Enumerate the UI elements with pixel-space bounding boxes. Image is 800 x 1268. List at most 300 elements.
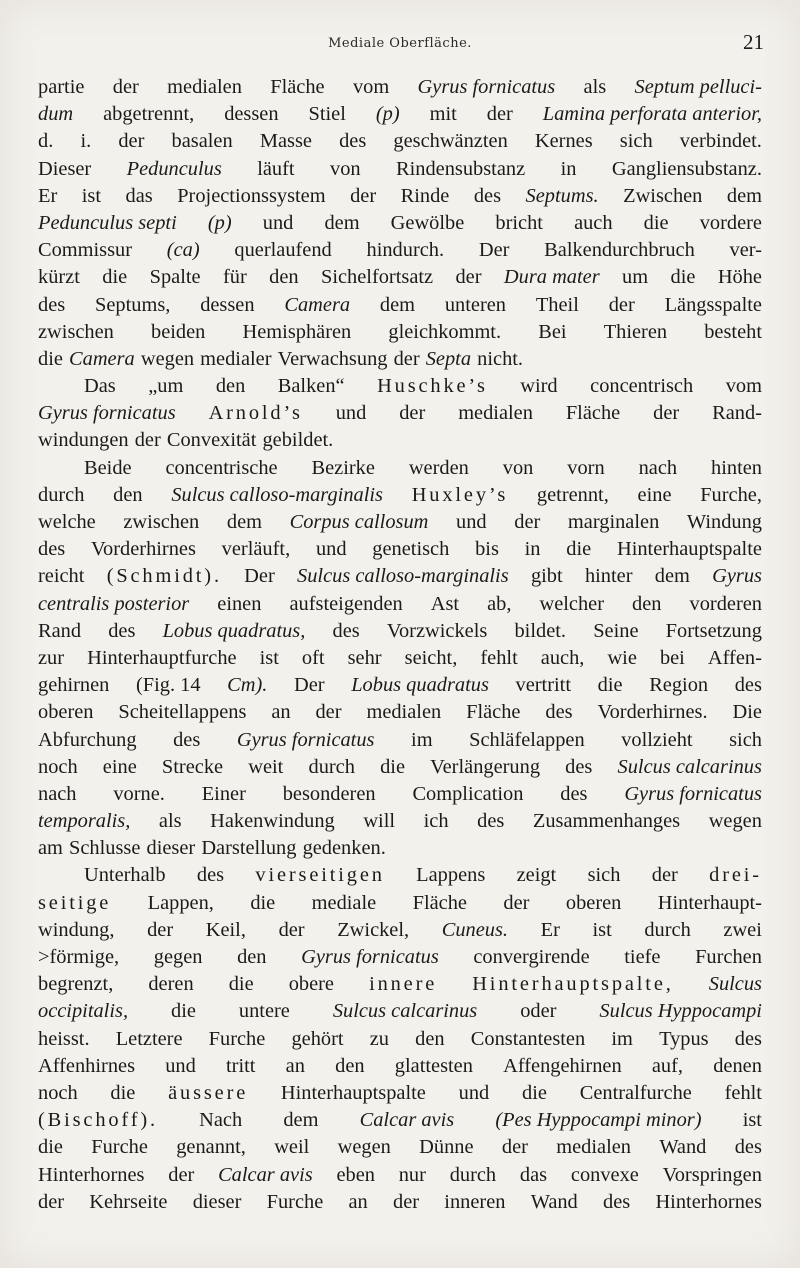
italic-term: Corpus callosum (289, 511, 429, 533)
word: zeigt (516, 864, 557, 887)
word: Projectionssystem (177, 184, 326, 207)
word: Rand- (712, 402, 762, 425)
word: durch (644, 918, 691, 941)
word: die (566, 538, 592, 561)
word: bei (659, 646, 685, 669)
word: >förmige, (38, 946, 120, 968)
word: den (335, 1054, 365, 1077)
word: hinter (584, 565, 633, 588)
word: hinten (711, 456, 762, 479)
spaced-name: Arnold’s (208, 402, 303, 425)
text-line (38, 1107, 762, 1134)
word: Kehrseite (89, 1190, 168, 1213)
word: verbindet. (679, 130, 762, 153)
word: (Fig. 14 (135, 674, 201, 697)
word: der (134, 429, 161, 452)
word: den (113, 483, 143, 506)
word: des (332, 619, 360, 642)
italic-term: Gyrus fornicatus (417, 76, 556, 98)
word: Septums, (95, 293, 171, 316)
word: reicht (38, 565, 85, 588)
word: Balken“ (277, 375, 345, 398)
word: Hinterhaupt- (657, 891, 762, 914)
word: als (583, 76, 607, 98)
word: des (603, 1190, 631, 1213)
word: Masse (259, 130, 312, 153)
word: zur (38, 646, 65, 669)
word: seicht, (404, 646, 458, 669)
italic-term: centralis posterior (38, 592, 190, 615)
text-line (38, 727, 762, 754)
word: Furche (208, 1027, 266, 1050)
text-line (38, 482, 762, 509)
word: gehört (291, 1027, 344, 1050)
word: an (348, 1190, 368, 1213)
word: will (363, 810, 396, 833)
word: Längsspalte (664, 293, 762, 316)
word: „um (148, 375, 184, 398)
word: der (315, 701, 342, 724)
word: und (456, 511, 487, 533)
text-line (38, 346, 762, 373)
word: der (38, 1190, 65, 1213)
italic-term: Lobus quadratus, (162, 619, 306, 642)
word: Bei (538, 320, 567, 343)
word: Affenhirnes (38, 1054, 136, 1077)
spaced-name: vierseitigen (255, 864, 385, 887)
word: Schläfelappen (469, 728, 585, 751)
word: des (734, 1136, 762, 1159)
word: verläuft, (221, 538, 291, 561)
text-line (38, 74, 762, 101)
spaced-name: innere (369, 973, 438, 996)
word: medialen (366, 701, 442, 724)
word: des (734, 1027, 762, 1050)
word: das (519, 1163, 548, 1186)
word: medialer (200, 347, 272, 370)
word: geschwänzten (393, 130, 508, 153)
word: Convexität (166, 429, 257, 452)
word: des (339, 130, 367, 153)
italic-term: Lobus quadratus (351, 674, 489, 697)
word: tiefe (624, 946, 661, 968)
text-line (38, 781, 762, 808)
spaced-name: (Bischoff). (38, 1109, 158, 1132)
spaced-name: Huxley’s (411, 483, 509, 506)
word: im (611, 1027, 633, 1050)
word: i. (80, 130, 92, 153)
word: der (651, 864, 678, 887)
word: den (237, 946, 267, 968)
text-line (38, 210, 762, 237)
word: Furche (91, 1136, 148, 1159)
word: gebildet. (262, 429, 334, 452)
word: vollzieht (621, 728, 693, 751)
word: wegen (140, 347, 195, 370)
word: oberen (565, 891, 622, 914)
word: die (171, 1000, 196, 1023)
word: wegen (708, 810, 762, 833)
word: querlaufend (234, 239, 332, 262)
word: der (278, 918, 305, 941)
text-line (38, 645, 762, 672)
text-line (38, 971, 762, 998)
word: des (734, 674, 762, 697)
word: den (632, 592, 662, 615)
word: als (158, 810, 182, 833)
italic-term: Sulcus calloso-marginalis (171, 483, 383, 506)
word: die (102, 266, 128, 289)
word: denen (713, 1054, 762, 1077)
italic-term: Gyrus fornicatus (301, 946, 439, 968)
italic-term: Gyrus fornicatus (236, 728, 375, 751)
text-line (38, 101, 762, 128)
word: Der (478, 239, 510, 262)
text-line (38, 890, 762, 917)
italic-term: Gyrus fornicatus (624, 782, 762, 805)
word: Vorspringen (662, 1163, 762, 1186)
word: der (455, 266, 482, 289)
word: fehlt (724, 1081, 762, 1104)
word: inneren (444, 1190, 506, 1213)
word: unteren (444, 293, 507, 316)
word: besonderen (282, 782, 376, 805)
word: Hinterhauptfurche (87, 646, 237, 669)
word: vordere (699, 211, 762, 234)
word: wegen (337, 1136, 391, 1159)
word: Schlusse (69, 837, 141, 860)
word: dem (324, 211, 360, 234)
word: begrenzt, (38, 973, 114, 996)
word: basalen (171, 130, 233, 153)
word: Fläche (565, 402, 621, 425)
italic-term: Gyrus fornicatus (38, 402, 176, 425)
word: Dünne (419, 1136, 474, 1159)
italic-term: (p) (375, 103, 400, 126)
word: zu (369, 1027, 389, 1050)
word: Hakenwindung (210, 810, 335, 833)
spaced-name: äussere (168, 1081, 249, 1104)
text-line (38, 1080, 762, 1107)
word: Einer (201, 782, 246, 805)
word: windung, (38, 918, 115, 941)
word: läuft (257, 157, 295, 180)
word: Wand (530, 1190, 578, 1213)
text-line (38, 1189, 762, 1216)
word: fehlt (480, 646, 518, 669)
text-line (38, 672, 762, 699)
word: Nach (199, 1109, 243, 1132)
word: und (335, 402, 367, 425)
word: vertritt (515, 674, 572, 697)
word: und (165, 1054, 196, 1077)
word: Hinterhauptspalte (280, 1081, 426, 1104)
italic-term: Septa (425, 347, 472, 370)
word: Vorderhirnes (90, 538, 196, 561)
word: des (38, 538, 66, 561)
word: ver- (729, 239, 762, 262)
word: der (118, 130, 145, 153)
word: Der (244, 565, 275, 588)
word: partie (38, 76, 85, 98)
word: Beide (84, 456, 132, 479)
word: der (399, 402, 426, 425)
word: Constantesten (470, 1027, 586, 1050)
word: abgetrennt, (103, 103, 195, 126)
word: medialen (167, 76, 242, 98)
word: getrennt, (536, 483, 609, 506)
word: gedenken. (302, 837, 386, 860)
word: der (393, 1190, 420, 1213)
word: Unterhalb (84, 864, 166, 887)
word: Zwischen (623, 184, 703, 207)
word: und (262, 211, 294, 234)
word: eine (102, 755, 137, 778)
word: Typus (659, 1027, 709, 1050)
word: Rinde (400, 184, 450, 207)
word: aufsteigenden (289, 592, 403, 615)
text-line (38, 156, 762, 183)
word: tritt (226, 1054, 256, 1077)
word: Abfurchung (38, 728, 137, 751)
word: Lappen, (147, 891, 214, 914)
word: Furchen (695, 946, 762, 968)
italic-term: Sulcus calloso-marginalis (297, 565, 509, 588)
word: Letztere (115, 1027, 183, 1050)
italic-term: (p) (207, 211, 232, 234)
italic-term: Cm). (227, 674, 268, 697)
word: Scheitellappens (118, 701, 247, 724)
word: noch (38, 755, 78, 778)
text-line (38, 563, 762, 590)
word: medialen (556, 1136, 631, 1159)
text-line (38, 808, 762, 835)
word: vorne. (113, 782, 165, 805)
italic-term: Sulcus (708, 973, 762, 996)
italic-term: Sulcus calcarinus (617, 755, 762, 778)
word: glattesten (394, 1054, 473, 1077)
spaced-name: (Schmidt). (106, 565, 222, 588)
word: besteht (704, 320, 762, 343)
word: concentrisch (590, 375, 694, 398)
word: bricht (495, 211, 543, 234)
italic-term: Gyrus (712, 565, 762, 588)
word: von (502, 456, 534, 479)
word: dieser (192, 1190, 242, 1213)
word: die (38, 347, 63, 370)
word: des (173, 728, 201, 751)
word: des (38, 293, 66, 316)
word: Hemisphären (242, 320, 352, 343)
word: Complication (412, 782, 524, 805)
text-line (38, 1162, 762, 1189)
word: Centralfurche (579, 1081, 692, 1104)
word: nach (38, 782, 77, 805)
body-text (38, 74, 762, 1216)
word: durch (38, 483, 85, 506)
text-line (38, 862, 762, 889)
word: Rand (38, 619, 82, 642)
word: Vorderhirnes. (597, 701, 708, 724)
word: mit (429, 103, 457, 126)
word: weit (248, 755, 284, 778)
text-line (38, 917, 762, 944)
word: des (560, 782, 588, 805)
word: den (415, 1027, 445, 1050)
text-line (38, 1026, 762, 1053)
word: am (38, 837, 63, 860)
word: Fortsetzung (665, 619, 762, 642)
word: auch, (540, 646, 585, 669)
word: bildet. (514, 619, 567, 642)
word: Keil, (205, 918, 246, 941)
word: noch (38, 1081, 78, 1104)
word: die (670, 266, 696, 289)
running-head (36, 30, 764, 56)
word: sich (587, 864, 621, 887)
word: Dieser (38, 157, 92, 180)
word: die (522, 1081, 547, 1104)
word: zwischen (123, 511, 200, 533)
italic-term: Lamina perforata anterior, (542, 103, 762, 126)
text-line (38, 1134, 762, 1161)
word: ich (423, 810, 449, 833)
word: windungen (38, 429, 129, 452)
word: Verlängerung (430, 755, 541, 778)
word: der (168, 1163, 195, 1186)
word: gibt (530, 565, 563, 588)
word: vorn (567, 456, 605, 479)
word: der (514, 511, 541, 533)
text-line (38, 1053, 762, 1080)
text-line (38, 427, 762, 454)
word: den (269, 266, 299, 289)
italic-term: Pedunculus septi (38, 211, 177, 234)
word: marginalen (567, 511, 660, 533)
word: Rindensubstanz (396, 157, 526, 180)
text-line (38, 754, 762, 781)
word: genannt, (176, 1136, 246, 1159)
word: der (350, 184, 377, 207)
word: vom (725, 375, 762, 398)
word: vorderen (689, 592, 762, 615)
word: des (473, 184, 502, 207)
word: Lappens (416, 864, 486, 887)
italic-term: Cuneus. (441, 918, 509, 941)
italic-term: Calcar avis (218, 1163, 313, 1186)
word: deren (148, 973, 194, 996)
italic-term: Pedunculus (126, 157, 222, 180)
word: um (622, 266, 649, 289)
word: der (147, 918, 174, 941)
word: Commissur (38, 239, 133, 262)
text-line (38, 835, 762, 862)
word: dem (226, 511, 262, 533)
word: Der (294, 674, 325, 697)
word: in (524, 538, 541, 561)
italic-term: dum (38, 103, 74, 126)
text-line (38, 183, 762, 210)
italic-term: temporalis, (38, 810, 131, 833)
word: Sichelfortsatz (320, 266, 434, 289)
italic-term: Camera (69, 347, 135, 370)
word: nur (398, 1163, 426, 1186)
word: Gangliensubstanz. (611, 157, 762, 180)
word: Hinterhornes (38, 1163, 145, 1186)
text-line (38, 292, 762, 319)
word: oder (520, 1000, 557, 1023)
text-line (38, 509, 762, 536)
word: auch (574, 211, 613, 234)
word: des (545, 701, 573, 724)
word: Balkendurchbruch (544, 239, 695, 262)
word: Hinterhornes (655, 1190, 762, 1213)
word: eben (336, 1163, 375, 1186)
word: und (315, 538, 347, 561)
text-line (38, 944, 762, 971)
word: der (503, 891, 530, 914)
word: Fläche (412, 891, 467, 914)
italic-term: occipitalis, (38, 1000, 129, 1023)
word: convexe (570, 1163, 639, 1186)
word: und (458, 1081, 490, 1104)
word: nach (638, 456, 678, 479)
word: weil (274, 1136, 310, 1159)
word: der (653, 402, 680, 425)
word: sich (729, 728, 762, 751)
word: wie (607, 646, 637, 669)
word: hindurch. (366, 239, 445, 262)
word: dem (283, 1109, 319, 1132)
word: Spalte (149, 266, 201, 289)
word: dessen (200, 293, 255, 316)
word: an (285, 1054, 305, 1077)
word: werden (408, 456, 469, 479)
word: zwischen (38, 320, 114, 343)
word: ist (592, 918, 612, 941)
word: des (108, 619, 136, 642)
text-line (38, 373, 762, 400)
word: ist (742, 1109, 762, 1132)
word: durch (308, 755, 355, 778)
text-line (38, 591, 762, 618)
spaced-name: Hinterhauptspalte, (472, 973, 674, 996)
word: Die (732, 701, 762, 724)
word: Höhe (717, 266, 762, 289)
word: die (110, 1081, 136, 1104)
word: heisst. (38, 1027, 90, 1050)
word: Hinterhauptspalte (616, 538, 762, 561)
text-line (38, 455, 762, 482)
word: Fläche (466, 701, 521, 724)
word: ist (81, 184, 102, 207)
spaced-name: Huschke’s (377, 375, 488, 398)
word: bis (475, 538, 499, 561)
word: Thieren (603, 320, 668, 343)
word: der (608, 293, 635, 316)
word: d. (38, 130, 54, 153)
italic-term: (ca) (166, 239, 200, 262)
italic-term: Camera (284, 293, 351, 316)
word: dessen (224, 103, 279, 126)
word: der (112, 76, 139, 98)
word: von (330, 157, 361, 180)
word: der (501, 1136, 528, 1159)
word: Wand (659, 1136, 707, 1159)
word: ist (259, 646, 279, 669)
word: Zwickel, (337, 918, 410, 941)
word: in (560, 157, 577, 180)
